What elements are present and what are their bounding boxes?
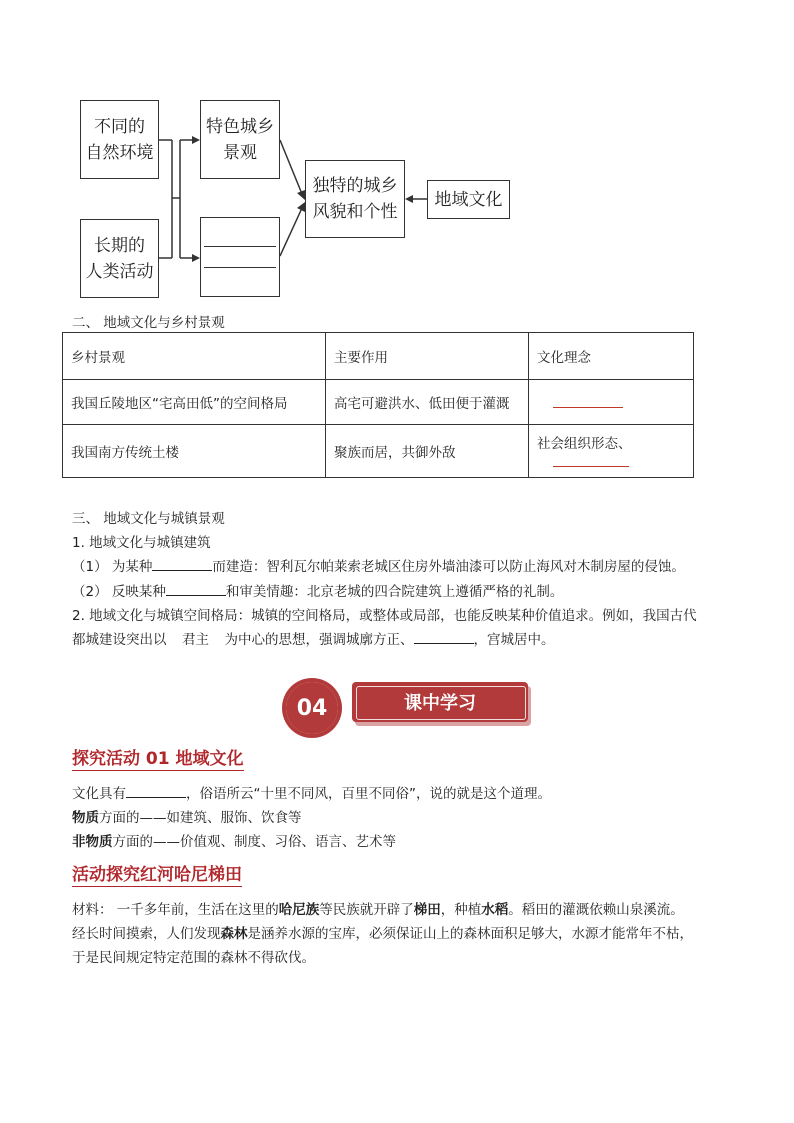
- table-cell: 我国南方传统土楼: [63, 425, 326, 478]
- header-cell: 主要作用: [326, 333, 529, 380]
- table-header-row: [63, 333, 694, 380]
- bold-term: 梯田: [413, 902, 441, 918]
- item-text: ，宫城居中。: [473, 632, 555, 648]
- banner-label: 课中学习: [352, 682, 528, 722]
- answer-blank[interactable]: [166, 581, 226, 596]
- item-text: 。稻田的灌溉依赖山泉溪流。: [508, 902, 684, 918]
- item-text: 而建造：智利瓦尔帕莱索老城区住房外墙油漆可以防止海风对木制房屋的侵蚀。: [212, 559, 685, 575]
- item-text: （1） 为某种: [72, 559, 153, 575]
- box-human-activity: 长期的 人类活动: [80, 219, 159, 298]
- bold-term: 非物质: [72, 834, 113, 850]
- item-text: 材料： 一千多年前，生活在这里的: [72, 902, 279, 918]
- box-unique-features: 独特的城乡 风貌和个性: [305, 160, 405, 238]
- table-cell: [529, 425, 694, 478]
- blank-line-1[interactable]: [204, 246, 276, 247]
- answer-blank[interactable]: [414, 629, 474, 644]
- material-line-2: [72, 922, 693, 942]
- blank-line-2[interactable]: [204, 267, 276, 268]
- section-3-item-1a: [72, 555, 685, 575]
- item-text: 和审美情趣：北京老城的四合院建筑上遵循严格的礼制。: [225, 584, 564, 600]
- bold-term: 哈尼族: [278, 902, 320, 918]
- box-landscape: 特色城乡 景观: [200, 100, 280, 179]
- item-text: 等民族就开辟了: [319, 902, 414, 918]
- answer-word: 君主: [182, 632, 209, 648]
- answer-blank[interactable]: [553, 452, 629, 467]
- section-3-item-1: 1. 地域文化与城镇建筑: [72, 535, 211, 551]
- item-text: ，种植: [440, 902, 482, 918]
- banner-pill-border: [356, 686, 526, 720]
- rural-landscape-table: [62, 332, 694, 478]
- item-text: 都城建设突出以: [72, 632, 167, 648]
- material-line-3: 于是民间规定特定范围的森林不得砍伐。: [72, 950, 315, 966]
- box-regional-culture: 地域文化: [427, 180, 510, 219]
- section-3-title: 三、 地域文化与城镇景观: [72, 511, 225, 527]
- bold-term: 水稻: [481, 902, 509, 918]
- table-cell: 高宅可避洪水、低田便于灌溉: [326, 380, 529, 425]
- item-text: 方面的——如建筑、服饰、饮食等: [99, 810, 302, 826]
- table-cell: [529, 380, 694, 425]
- answer-blank[interactable]: [152, 556, 212, 571]
- item-text: 方面的——价值观、制度、习俗、语言、艺术等: [112, 834, 396, 850]
- box-blank: [200, 217, 280, 297]
- activity-2-heading: 活动探究红河哈尼梯田: [72, 860, 242, 887]
- activity-1-line-1: [72, 782, 551, 802]
- item-text: （2） 反映某种: [72, 584, 166, 600]
- section-3-item-2-line1: 2. 地域文化与城镇空间格局：城镇的空间格局，或整体或局部，也能反映某种价值追求。例如，我国古代: [72, 608, 697, 624]
- item-text: 为中心的思想，强调城廓方正、: [224, 632, 414, 648]
- item-text: 经长时间摸索，人们发现: [72, 926, 221, 942]
- header-cell: 乡村景观: [63, 333, 326, 380]
- box-natural-environment: 不同的 自然环境: [80, 100, 159, 179]
- answer-blank[interactable]: [553, 393, 623, 408]
- table-cell: 聚族而居，共御外敌: [326, 425, 529, 478]
- table-row: [63, 425, 694, 478]
- section-3-item-1b: [72, 580, 563, 600]
- activity-1-line-3: [72, 830, 396, 850]
- bold-term: 物质: [72, 810, 99, 826]
- bold-term: 森林: [220, 926, 248, 942]
- header-cell: 文化理念: [529, 333, 694, 380]
- activity-1-line-2: [72, 806, 302, 826]
- activity-1-heading: 探究活动 01 地域文化: [72, 744, 244, 771]
- banner-number: 04: [286, 682, 338, 734]
- material-line-1: [72, 898, 684, 918]
- section-2-title: 二、 地域文化与乡村景观: [72, 315, 225, 331]
- answer-blank[interactable]: [126, 783, 186, 798]
- item-text: 文化具有: [72, 786, 126, 802]
- item-text: 是涵养水源的宝库，必须保证山上的森林面积足够大，水源才能常年不枯，: [247, 926, 693, 942]
- table-cell: 我国丘陵地区“宅高田低”的空间格局: [63, 380, 326, 425]
- item-text: ，俗语所云“十里不同风，百里不同俗”，说的就是这个道理。: [186, 786, 551, 802]
- section-3-item-2-line2: [72, 628, 555, 648]
- table-row: [63, 380, 694, 425]
- culture-concept-text: 社会组织形态、: [537, 435, 632, 452]
